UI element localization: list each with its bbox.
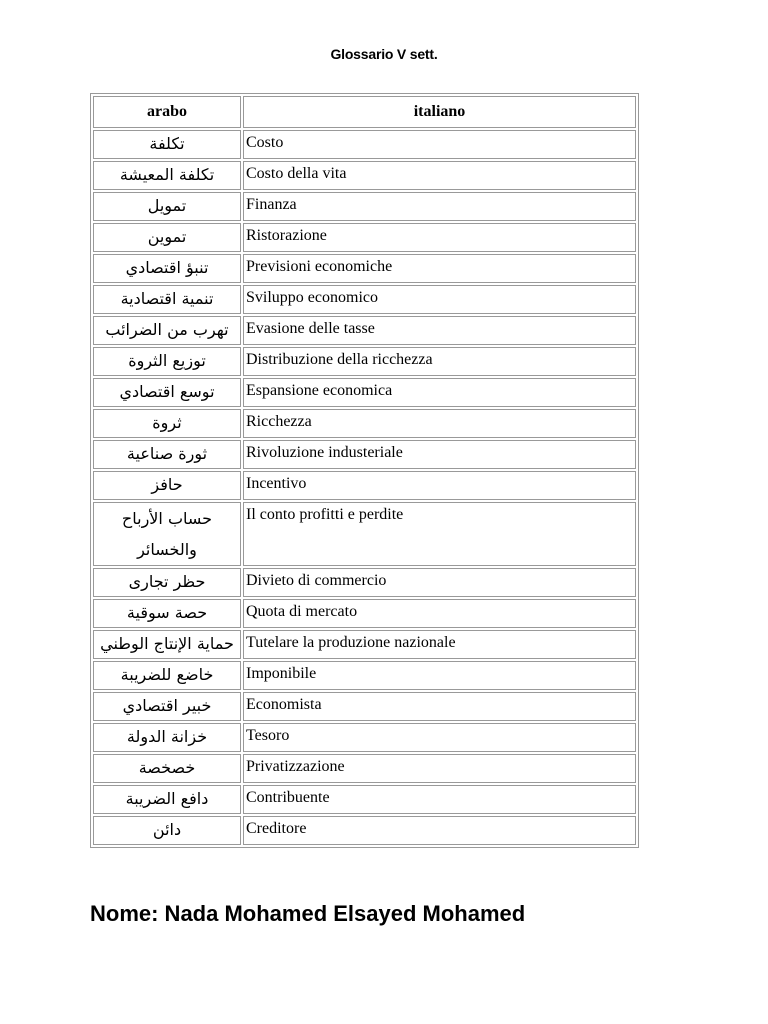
table-row: [93, 723, 636, 752]
italian-term: Divieto di commercio: [243, 568, 636, 597]
arabic-term: حماية الإنتاج الوطني: [93, 630, 241, 659]
italian-term: Rivoluzione industeriale: [243, 440, 636, 469]
arabic-term: حظر تجارى: [93, 568, 241, 597]
italian-term: Contribuente: [243, 785, 636, 814]
italian-term: Tesoro: [243, 723, 636, 752]
italian-term: Finanza: [243, 192, 636, 221]
table-row: [93, 599, 636, 628]
arabic-term: تنمية اقتصادية: [93, 285, 241, 314]
italian-term: Economista: [243, 692, 636, 721]
page-title: Glossario V sett.: [330, 46, 438, 62]
arabic-term: تموين: [93, 223, 241, 252]
table-row: [93, 192, 636, 221]
table-row: [93, 785, 636, 814]
arabic-term: توزيع الثروة: [93, 347, 241, 376]
italian-term: Ricchezza: [243, 409, 636, 438]
italian-term: Costo della vita: [243, 161, 636, 190]
arabic-term: خزانة الدولة: [93, 723, 241, 752]
table-row: [93, 816, 636, 845]
arabic-term: ثروة: [93, 409, 241, 438]
table-row: [93, 692, 636, 721]
arabic-term: تهرب من الضرائب: [93, 316, 241, 345]
arabic-term: حصة سوقية: [93, 599, 241, 628]
arabic-term: تكلفة المعيشة: [93, 161, 241, 190]
table-row: [93, 223, 636, 252]
italian-term: Creditore: [243, 816, 636, 845]
arabic-term: تمويل: [93, 192, 241, 221]
table-row: [93, 130, 636, 159]
arabic-term: خاضع للضريبة: [93, 661, 241, 690]
header-arabic: arabo: [93, 96, 241, 128]
italian-term: Tutelare la produzione nazionale: [243, 630, 636, 659]
arabic-term: حافز: [93, 471, 241, 500]
italian-term: Costo: [243, 130, 636, 159]
italian-term: Incentivo: [243, 471, 636, 500]
glossary-table: [90, 93, 639, 848]
table-row: [93, 378, 636, 407]
italian-term: Sviluppo economico: [243, 285, 636, 314]
arabic-term: تنبؤ اقتصادي: [93, 254, 241, 283]
arabic-term: خبير اقتصادي: [93, 692, 241, 721]
arabic-term: دافع الضريبة: [93, 785, 241, 814]
italian-term: Ristorazione: [243, 223, 636, 252]
table-row: [93, 568, 636, 597]
table-row: [93, 502, 636, 566]
table-row: [93, 471, 636, 500]
italian-term: Evasione delle tasse: [243, 316, 636, 345]
arabic-term: ثورة صناعية: [93, 440, 241, 469]
author-name: Nome: Nada Mohamed Elsayed Mohamed: [90, 901, 526, 926]
italian-term: Quota di mercato: [243, 599, 636, 628]
table-row: [93, 754, 636, 783]
italian-term: Il conto profitti e perdite: [243, 502, 636, 566]
italian-term: Imponibile: [243, 661, 636, 690]
table-header-row: [93, 96, 636, 128]
arabic-term: توسع اقتصادي: [93, 378, 241, 407]
italian-term: Distribuzione della ricchezza: [243, 347, 636, 376]
table-row: [93, 630, 636, 659]
table-row: [93, 440, 636, 469]
table-row: [93, 285, 636, 314]
header-italian: italiano: [243, 96, 636, 128]
table-row: [93, 254, 636, 283]
table-row: [93, 661, 636, 690]
arabic-term: تكلفة: [93, 130, 241, 159]
italian-term: Privatizzazione: [243, 754, 636, 783]
table-row: [93, 316, 636, 345]
table-row: [93, 409, 636, 438]
arabic-term: خصخصة: [93, 754, 241, 783]
arabic-term: دائن: [93, 816, 241, 845]
table-row: [93, 161, 636, 190]
italian-term: Previsioni economiche: [243, 254, 636, 283]
table-row: [93, 347, 636, 376]
arabic-term: حساب الأرباح والخسائر: [93, 502, 241, 566]
italian-term: Espansione economica: [243, 378, 636, 407]
